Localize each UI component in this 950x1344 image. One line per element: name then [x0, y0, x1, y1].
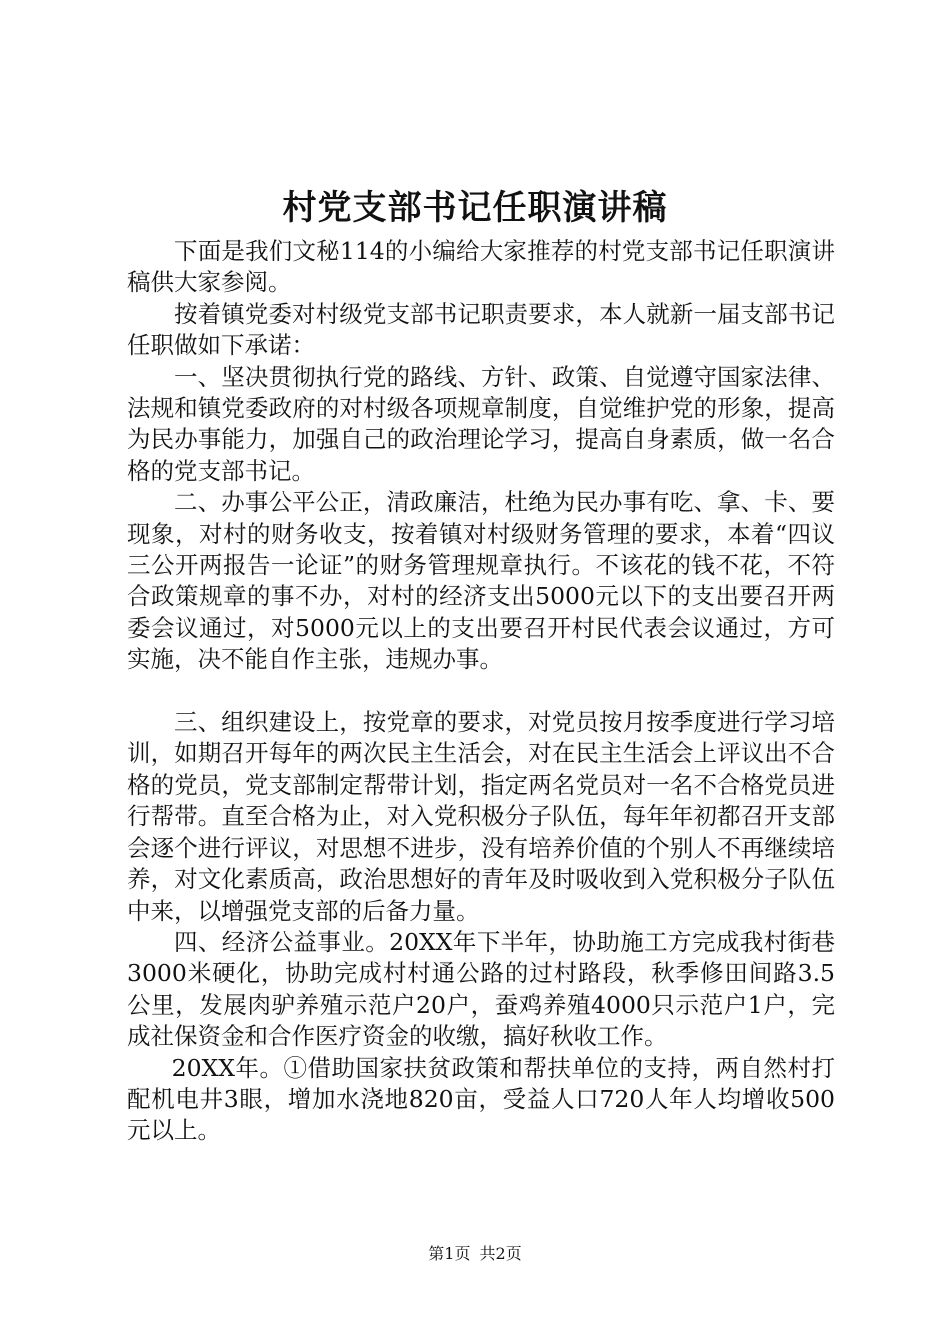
- page-total: 共2页: [479, 1244, 522, 1263]
- paragraph-intro: 下面是我们文秘114的小编给大家推荐的村党支部书记任职演讲稿供大家参阅。: [127, 237, 835, 297]
- paragraph-point-four: 四、经济公益事业。20XX年下半年，协助施工方完成我村街巷3000米硬化，协助完成村村通公路的过村路段，秋季修田间路3.5公里，发展肉驴养殖示范户20户，蚕鸡养殖4000只示范户1户，完成社保资金和合作医疗资金的收缴，搞好秋收工作。: [127, 927, 835, 1051]
- paragraph-point-one: 一、坚决贯彻执行党的路线、方针、政策、自觉遵守国家法律、法规和镇党委政府的对村级各项规章制度，自觉维护党的形象，提高为民办事能力，加强自己的政治理论学习，提高自身素质，做一名合格的党支部书记。: [127, 362, 835, 485]
- document-title: 村党支部书记任职演讲稿: [282, 188, 668, 228]
- page-number: 第1页: [428, 1244, 471, 1263]
- paragraph-commitment-lead: 按着镇党委对村级党支部书记职责要求，本人就新一届支部书记任职做如下承诺：: [127, 299, 835, 360]
- page-footer: [0, 1243, 950, 1265]
- paragraph-year-plan: 20XX年。①借助国家扶贫政策和帮扶单位的支持，两自然村打配机电井3眼，增加水浇地820亩，受益人口720人年人均增收500元以上。: [127, 1053, 835, 1145]
- document-body: [127, 236, 835, 1147]
- paragraph-point-three: 三、组织建设上，按党章的要求，对党员按月按季度进行学习培训，如期召开每年的两次民主生活会，对在民主生活会上评议出不合格的党员，党支部制定帮带计划，指定两名党员对一名不合格党员进行帮带。直至合格为止，对入党积极分子队伍，每年年初都召开支部会逐个进行评议，对思想不进步，没有培养价值的个别人不再继续培养，对文化素质高，政治思想好的青年及时吸收到入党积极分子队伍中来，以增强党支部的后备力量。: [127, 708, 835, 925]
- paragraph-point-two: 二、办事公平公正，清政廉洁，杜绝为民办事有吃、拿、卡、要现象，对村的财务收支，按着镇对村级财务管理的要求，本着“四议三公开两报告一论证”的财务管理规章执行。不该花的钱不花，不符合政策规章的事不办，对村的经济支出5000元以下的支出要召开两委会议通过，对5000元以上的支出要召开村民代表会议通过，方可实施，决不能自作主张，违规办事。: [127, 488, 835, 674]
- paragraph-spacer: [127, 676, 835, 707]
